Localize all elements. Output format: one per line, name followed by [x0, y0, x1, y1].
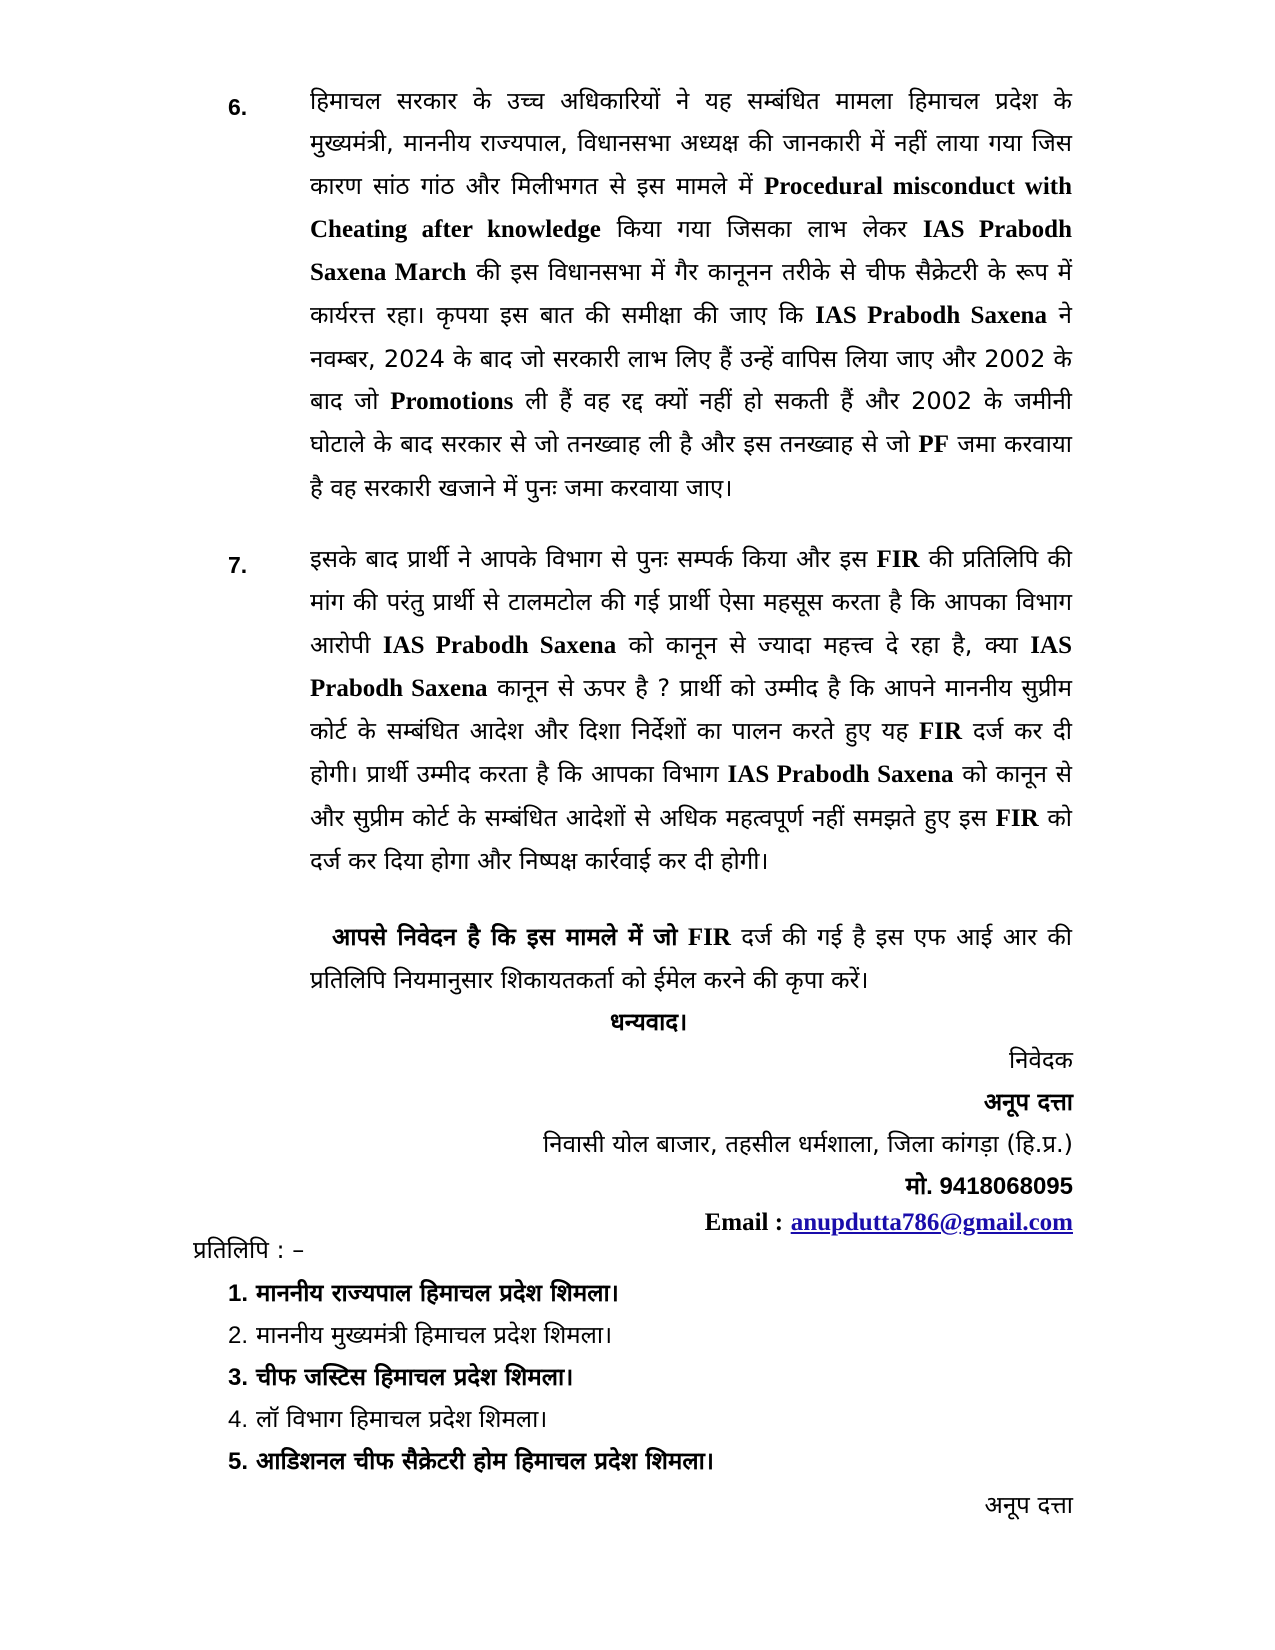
point-6-text-h: Promotions [390, 388, 514, 416]
point-7-text-k: को कानून से और सुप्रीम कोर्ट के सम्बंधित आदेशों से अधिक महत्वपूर्ण नहीं समझते हुए इस [310, 760, 1073, 832]
copy-to-item-number: 1. [228, 1280, 249, 1307]
point-7-text-e: को कानून से ज्यादा महत्त्व दे रहा है, क्या [628, 630, 1018, 659]
point-7-text-c: की प्रतिलिपि की मांग की परंतु प्रार्थी से टालमटोल की गई प्रार्थी ऐसा महसूस करता है कि आपका विभाग आरोपी [310, 545, 1072, 659]
thanks-text: धन्यवाद। [610, 1008, 688, 1036]
point-number-7: 7. [228, 552, 248, 578]
point-6-text-a: हिमाचल सरकार के उच्च अधिकारियों ने यह सम्बंधित मामला हिमाचल प्रदेश के मुख्यमंत्री, माननीय राज्यपाल, विधानसभा अध्यक्ष की जानकारी में नहीं लाया गया जिस कारण सांठ गांठ और मिलीभगत से इस मामले में [310, 87, 1072, 200]
copy-to-item [228, 1360, 573, 1393]
copy-to-item [228, 1402, 547, 1435]
request-text-b: FIR [687, 924, 731, 951]
copy-to-item-number: 5. [228, 1448, 249, 1475]
request-text-a: आपसे निवेदन है कि इस मामले में जो [332, 923, 678, 951]
email-label: Email : [704, 1209, 784, 1236]
request-text-c: दर्ज की गई है इस एफ आई आर की प्रतिलिपि नियमानुसार शिकायतकर्ता को ईमेल करने की कृपा करें। [310, 923, 1072, 995]
point-7-text-i: दर्ज कर दी होगी। प्रार्थी उम्मीद करता है कि आपका विभाग [310, 717, 1072, 789]
point-7-paragraph [310, 538, 1072, 882]
point-7-text-b: FIR [876, 546, 920, 573]
point-6-paragraph [310, 80, 1072, 509]
point-7-text-l: FIR [995, 804, 1039, 832]
copy-to-item [228, 1318, 612, 1351]
signature-address: निवासी योल बाजार, तहसील धर्मशाला, जिला कांगड़ा (हि.प्र.) [543, 1130, 1073, 1158]
point-7-text-m: को दर्ज कर दिया होगा और निष्पक्ष कार्रवाई कर दी होगी। [310, 803, 1072, 876]
point-6-text-d: IAS Prabodh Saxena March [310, 215, 1072, 287]
point-7-text-h: FIR [919, 718, 963, 746]
point-6-text-g: ने नवम्बर, 2024 के बाद जो सरकारी लाभ लिए हैं उन्हें वापिस लिया जाए और 2002 के बाद जो [310, 301, 1072, 416]
signature-mobile: मो. 9418068095 [905, 1173, 1073, 1200]
point-6-text-b: Procedural misconduct with Cheating after knowledge [310, 172, 1072, 243]
copy-to-item-number: 4. [228, 1406, 249, 1433]
point-7-text-a: इसके बाद प्रार्थी ने आपके विभाग से पुनः सम्पर्क किया और इस [310, 545, 868, 573]
signature-label: निवेदक [1008, 1046, 1073, 1074]
copy-to-item-number: 3. [228, 1364, 249, 1391]
point-7-text-d: IAS Prabodh Saxena [382, 631, 617, 659]
copy-to-item-text: माननीय मुख्यमंत्री हिमाचल प्रदेश शिमला। [256, 1321, 613, 1349]
point-6-text-i: ली हैं वह रद्द क्यों नहीं हो सकती हैं और 2002 के जमीनी घोटाले के बाद सरकार से जो तनख्वाह ली है और इस तनख्वाह से जो [310, 387, 1072, 459]
point-number-6: 6. [228, 94, 248, 120]
copy-to-item-text: लॉ विभाग हिमाचल प्रदेश शिमला। [256, 1405, 548, 1433]
footer-name: अनूप दत्ता [984, 1491, 1073, 1519]
copy-to-item [228, 1276, 619, 1309]
point-6-text-e: की इस विधानसभा में गैर कानूनन तरीके से चीफ सैक्रेटरी के रूप में कार्यरत्त रहा। कृपया इस बात की समीक्षा की जाए कि [310, 258, 1072, 330]
signature-name: अनूप दत्ता [983, 1088, 1073, 1116]
copy-to-item-number: 2. [228, 1322, 249, 1349]
email-link[interactable]: anupdutta786@gmail.com [790, 1209, 1073, 1236]
point-6-text-f: IAS Prabodh Saxena [815, 302, 1047, 330]
point-7-text-j: IAS Prabodh Saxena [727, 761, 954, 789]
point-7-text-g: कानून से ऊपर है ? प्रार्थी को उम्मीद है कि आपने माननीय सुप्रीम कोर्ट के सम्बंधित आदेश और दिशा निर्देशों का पालन करते हुए यह [310, 673, 1072, 746]
signature-email-line [705, 1208, 1073, 1237]
point-6-text-k: जमा करवाया है वह सरकारी खजाने में पुनः जमा करवाया जाए। [310, 430, 1072, 502]
point-6-text-j: PF [918, 431, 949, 459]
copy-to-item [228, 1444, 714, 1477]
request-paragraph [310, 916, 1072, 1002]
point-7-text-f: IAS Prabodh Saxena [310, 631, 1072, 702]
copy-to-item-text: आडिशनल चीफ सैक्रेटरी होम हिमाचल प्रदेश शिमला। [256, 1447, 714, 1475]
copy-to-item-text: चीफ जस्टिस हिमाचल प्रदेश शिमला। [256, 1363, 574, 1391]
copy-to-title: प्रतिलिपि : – [193, 1236, 305, 1264]
point-6-text-c: किया गया जिसका लाभ लेकर [616, 214, 908, 243]
copy-to-item-text: माननीय राज्यपाल हिमाचल प्रदेश शिमला। [256, 1279, 619, 1307]
